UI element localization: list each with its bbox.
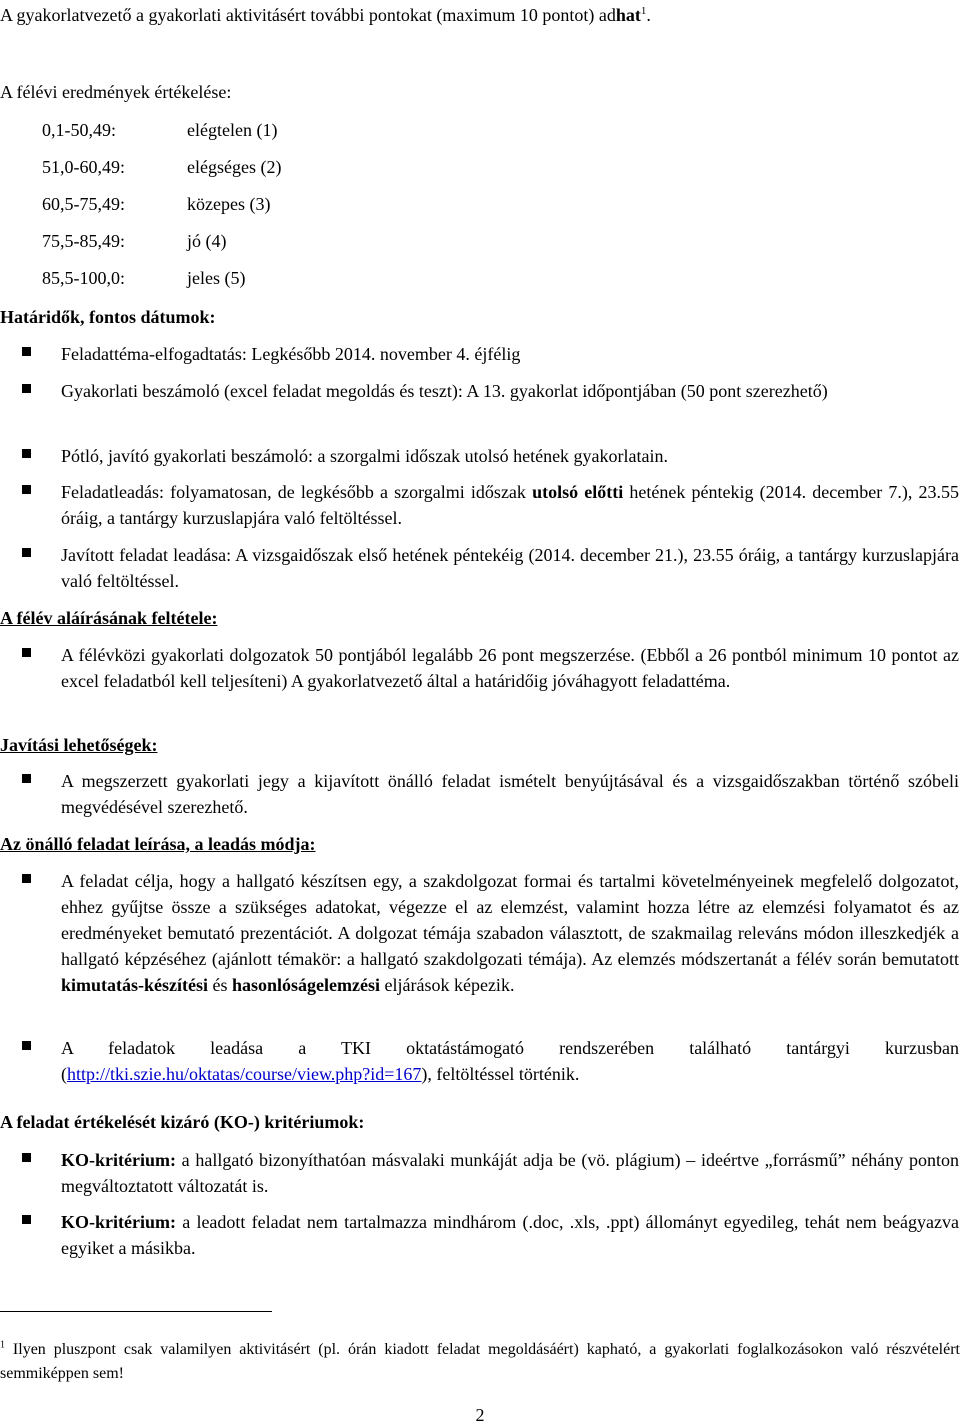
grade-range: 0,1-50,49:: [42, 120, 116, 140]
list-item: A félévközi gyakorlati dolgozatok 50 pontjából legalább 26 pont megszerzése. (Ebből a 26 pontból minimum 10 pontot az excel feladatból kell teljesíteni) A gyakorlatvezető által a határidőig jóváhagyott feladattéma.: [0, 642, 960, 694]
grade-label: közepes (3): [187, 194, 271, 214]
square-bullet-icon: [22, 548, 31, 557]
square-bullet-icon: [22, 449, 31, 458]
list-item: KO-kritérium: a leadott feladat nem tartalmazza mindhárom (.doc, .xls, .ppt) állományt egyedileg, tehát nem beágyazva egyiket a másikba.: [0, 1209, 960, 1261]
corrections-heading: Javítási lehetőségek:: [0, 735, 158, 755]
list-item: A megszerzett gyakorlati jegy a kijavított önálló feladat ismételt benyújtásával és a vizsgaidőszakban történő szóbeli megvédésével szerezhető.: [0, 768, 960, 820]
square-bullet-icon: [22, 1041, 31, 1050]
grade-row: [0, 117, 960, 143]
list-item: Feladattéma-elfogadtatás: Legkésőbb 2014. november 4. éjfélig: [0, 341, 960, 367]
grade-label: jó (4): [187, 231, 227, 251]
deadlines-heading: Határidők, fontos dátumok:: [0, 307, 216, 327]
list-item: Javított feladat leadása: A vizsgaidőszak első hetének péntekéig (2014. december 21.), 23.55 óráig, a tantárgy kurzuslapjára való feltöltéssel.: [0, 542, 960, 594]
grade-row: [0, 154, 960, 180]
intro-text: A gyakorlatvezető a gyakorlati aktivitásért további pontokat (maximum 10 pontot) ad: [0, 5, 616, 25]
task-heading: Az önálló feladat leírása, a leadás módja:: [0, 834, 316, 854]
grading-title: A félévi eredmények értékelése:: [0, 82, 232, 102]
grade-range: 51,0-60,49:: [42, 157, 125, 177]
square-bullet-icon: [22, 1153, 31, 1162]
grade-label: jeles (5): [187, 268, 246, 288]
list-item: A feladatok leadása a TKI oktatástámogató rendszerében található tantárgyi kurzusban (http://tki.szie.hu/oktatas/course/view.php?id=167), feltöltéssel történik.: [0, 1035, 960, 1087]
square-bullet-icon: [22, 347, 31, 356]
grade-range: 60,5-75,49:: [42, 194, 125, 214]
signature-heading: A félév aláírásának feltétele:: [0, 608, 218, 628]
intro-line: A gyakorlatvezető a gyakorlati aktivitásért további pontokat (maximum 10 pontot) adhat$^1$.: [0, 5, 651, 25]
square-bullet-icon: [22, 648, 31, 657]
square-bullet-icon: [22, 1215, 31, 1224]
square-bullet-icon: [22, 485, 31, 494]
list-item: A feladat célja, hogy a hallgató készítsen egy, a szakdolgozat formai és tartalmi követelményeinek megfelelő dolgozatot, ehhez gyűjtse össze a szükséges adatokat, végezze el az elemzést, valamint hozza létre az elemzési folyamatot és az eredményeket bemutató prezentációt. A dolgozat témája szabadon választott, de szakmailag releváns módon illeszkedjék a hallgató képzéséhez (ajánlott témakör: a hallgató szakdolgozati témája). Az elemzés módszertanát a félév során bemutatott kimutatás-készítési és hasonlóságelemzési eljárások képezik.: [0, 868, 960, 998]
grade-label: elégtelen (1): [187, 120, 278, 140]
ko-heading: A feladat értékelését kizáró (KO-) kritériumok:: [0, 1112, 365, 1132]
intro-bold-tail: hat: [615, 5, 641, 25]
grade-label: elégséges (2): [187, 157, 282, 177]
list-item: Pótló, javító gyakorlati beszámoló: a szorgalmi időszak utolsó hetének gyakorlatain.: [0, 443, 960, 469]
list-item: KO-kritérium: a hallgató bizonyíthatóan másvalaki munkáját adja be (vö. plágium) – ideértve „forrásmű” néhány ponton megváltoztatott változatát is.: [0, 1147, 960, 1199]
page-number: 2: [475, 1405, 485, 1425]
square-bullet-icon: [22, 384, 31, 393]
grade-row: [0, 228, 960, 254]
footnote-separator: [0, 1311, 272, 1312]
list-item: Feladatleadás: folyamatosan, de legkésőbb a szorgalmi időszak utolsó előtti hetének péntekig (2014. december 7.), 23.55 óráig, a tantárgy kurzuslapjára való feltöltéssel.: [0, 479, 960, 531]
grade-row: [0, 191, 960, 217]
grade-range: 75,5-85,49:: [42, 231, 125, 251]
footnote: $^1$ Ilyen pluszpont csak valamilyen aktivitásért (pl. órán kiadott feladat megoldásáért) kapható, a gyakorlati foglalkozásokon való részvételért semmiképpen sem!: [0, 1339, 960, 1382]
grade-row: [0, 265, 960, 291]
course-link[interactable]: http://tki.szie.hu/oktatas/course/view.php?id=167: [67, 1064, 422, 1084]
square-bullet-icon: [22, 874, 31, 883]
list-item: Gyakorlati beszámoló (excel feladat megoldás és teszt): A 13. gyakorlat időpontjában (50 pont szerezhető): [0, 378, 960, 404]
footnote-ref[interactable]: 1: [640, 5, 647, 17]
grade-range: 85,5-100,0:: [42, 268, 125, 288]
square-bullet-icon: [22, 774, 31, 783]
